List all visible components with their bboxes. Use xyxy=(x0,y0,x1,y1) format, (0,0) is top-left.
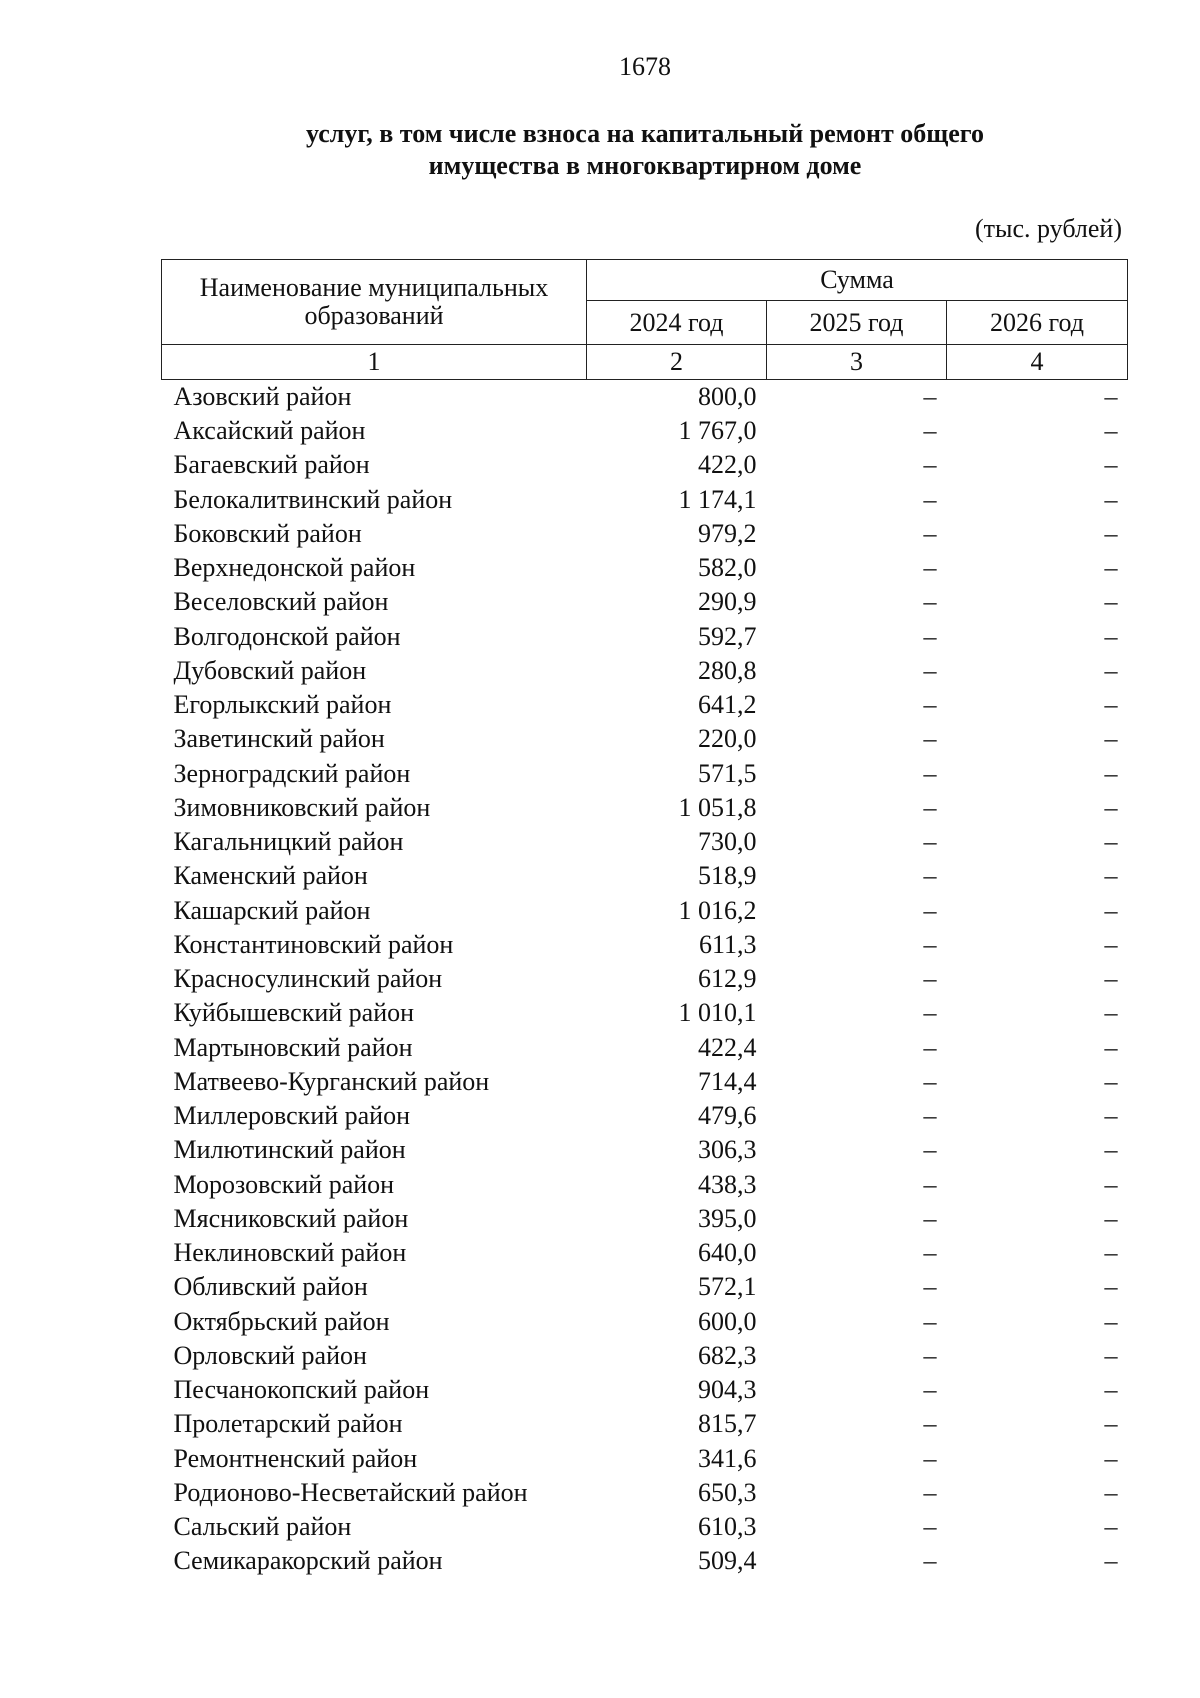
table-row xyxy=(162,517,1128,551)
municipality-name-cell: Миллеровский район xyxy=(173,1101,411,1131)
column-number-1: 1 xyxy=(162,345,587,380)
municipality-name-cell: Сальский район xyxy=(173,1512,352,1542)
municipality-name-cell: Куйбышевский район xyxy=(173,998,415,1028)
table-row xyxy=(162,1510,1128,1544)
value-2025-cell: – xyxy=(923,758,937,788)
table-row xyxy=(162,825,1128,859)
municipality-name-cell: Егорлыкский район xyxy=(173,690,392,720)
value-2026-cell: – xyxy=(1104,587,1118,617)
value-2024-cell: 815,7 xyxy=(698,1409,757,1439)
value-2024-cell: 306,3 xyxy=(698,1135,757,1165)
municipality-name-cell: Орловский район xyxy=(173,1340,367,1370)
value-2026-cell: – xyxy=(1104,1169,1118,1199)
table-row xyxy=(162,1407,1128,1441)
value-2024-cell: 518,9 xyxy=(698,861,757,891)
value-2024-cell: 438,3 xyxy=(698,1169,757,1199)
municipality-name-cell: Константиновский район xyxy=(173,929,454,959)
value-2024-cell: 572,1 xyxy=(698,1272,757,1302)
value-2025-cell: – xyxy=(923,929,937,959)
table-row xyxy=(162,1202,1128,1236)
municipality-name-cell: Кагальницкий район xyxy=(173,827,404,857)
value-2024-cell: 730,0 xyxy=(698,827,757,857)
table-row xyxy=(162,859,1128,893)
municipality-name-cell: Матвеево-Курганский район xyxy=(173,1066,490,1096)
title-line-2: имущества в многоквартирном доме xyxy=(428,151,862,180)
value-2026-cell: – xyxy=(1104,1409,1118,1439)
value-2025-cell: – xyxy=(923,450,937,480)
table-row xyxy=(162,791,1128,825)
municipality-name-cell: Ремонтненский район xyxy=(173,1443,418,1473)
value-2026-cell: – xyxy=(1104,1272,1118,1302)
value-2025-cell: – xyxy=(923,1512,937,1542)
municipality-name-cell: Милютинский район xyxy=(173,1135,406,1165)
table-row xyxy=(162,1031,1128,1065)
header-year-2024: 2024 год xyxy=(587,301,767,345)
value-2025-cell: – xyxy=(923,587,937,617)
value-2024-cell: 509,4 xyxy=(698,1546,757,1576)
value-2025-cell: – xyxy=(923,1477,937,1507)
value-2024-cell: 582,0 xyxy=(698,553,757,583)
value-2024-cell: 422,0 xyxy=(698,450,757,480)
municipality-name-cell: Веселовский район xyxy=(173,587,389,617)
value-2025-cell: – xyxy=(923,1169,937,1199)
table-row xyxy=(162,654,1128,688)
table-row xyxy=(162,962,1128,996)
header-municipality-name: Наименование муниципальных образований xyxy=(162,260,587,345)
value-2024-cell: 904,3 xyxy=(698,1375,757,1405)
value-2026-cell: – xyxy=(1104,1135,1118,1165)
value-2026-cell: – xyxy=(1104,724,1118,754)
value-2026-cell: – xyxy=(1104,1546,1118,1576)
municipality-name-cell: Пролетарский район xyxy=(173,1409,403,1439)
municipality-name-cell: Неклиновский район xyxy=(173,1238,407,1268)
value-2025-cell: – xyxy=(923,1032,937,1062)
value-2024-cell: 979,2 xyxy=(698,518,757,548)
value-2024-cell: 395,0 xyxy=(698,1203,757,1233)
value-2026-cell: – xyxy=(1104,1238,1118,1268)
table-row xyxy=(162,620,1128,654)
table-row xyxy=(162,1065,1128,1099)
table-row xyxy=(162,757,1128,791)
municipality-name-cell: Мясниковский район xyxy=(173,1203,409,1233)
units-label: (тыс. рублей) xyxy=(974,214,1122,243)
municipality-name-cell: Октябрьский район xyxy=(173,1306,390,1336)
value-2024-cell: 610,3 xyxy=(698,1512,757,1542)
municipality-name-cell: Морозовский район xyxy=(173,1169,395,1199)
table-header xyxy=(162,260,1128,380)
value-2025-cell: – xyxy=(923,1135,937,1165)
value-2026-cell: – xyxy=(1104,382,1118,411)
table-row xyxy=(162,1442,1128,1476)
table-row xyxy=(162,928,1128,962)
value-2026-cell: – xyxy=(1104,1340,1118,1370)
value-2024-cell: 571,5 xyxy=(698,758,757,788)
value-2026-cell: – xyxy=(1104,1477,1118,1507)
value-2026-cell: – xyxy=(1104,450,1118,480)
value-2025-cell: – xyxy=(923,792,937,822)
municipality-name-cell: Белокалитвинский район xyxy=(173,484,453,514)
municipality-name-cell: Аксайский район xyxy=(173,416,366,446)
value-2026-cell: – xyxy=(1104,1032,1118,1062)
column-number-2: 2 xyxy=(587,345,767,380)
table-row xyxy=(162,1476,1128,1510)
value-2026-cell: – xyxy=(1104,827,1118,857)
municipality-name-cell: Кашарский район xyxy=(173,895,371,925)
value-2025-cell: – xyxy=(923,1066,937,1096)
value-2025-cell: – xyxy=(923,382,937,411)
municipality-name-cell: Красносулинский район xyxy=(173,964,443,994)
municipality-name-cell: Заветинский район xyxy=(173,724,385,754)
value-2024-cell: 800,0 xyxy=(698,382,757,411)
table-row xyxy=(162,1373,1128,1407)
table-row xyxy=(162,996,1128,1030)
value-2025-cell: – xyxy=(923,827,937,857)
value-2026-cell: – xyxy=(1104,484,1118,514)
table-row xyxy=(162,688,1128,722)
value-2024-cell: 612,9 xyxy=(698,964,757,994)
municipal-budget-table xyxy=(161,259,1128,1579)
header-year-2025: 2025 год xyxy=(767,301,947,345)
page-number: 1678 xyxy=(619,52,671,81)
value-2026-cell: – xyxy=(1104,964,1118,994)
value-2024-cell: 1 051,8 xyxy=(678,792,757,822)
value-2026-cell: – xyxy=(1104,1066,1118,1096)
value-2024-cell: 714,4 xyxy=(698,1066,757,1096)
municipality-name-cell: Родионово-Несветайский район xyxy=(173,1477,528,1507)
value-2025-cell: – xyxy=(923,1101,937,1131)
municipality-name-cell: Верхнедонской район xyxy=(173,553,416,583)
value-2026-cell: – xyxy=(1104,690,1118,720)
value-2024-cell: 682,3 xyxy=(698,1340,757,1370)
table-row xyxy=(162,483,1128,517)
value-2024-cell: 600,0 xyxy=(698,1306,757,1336)
value-2024-cell: 611,3 xyxy=(698,929,757,959)
value-2024-cell: 641,2 xyxy=(698,690,757,720)
value-2024-cell: 220,0 xyxy=(698,724,757,754)
table-row xyxy=(162,1236,1128,1270)
value-2026-cell: – xyxy=(1104,1203,1118,1233)
value-2026-cell: – xyxy=(1104,998,1118,1028)
municipality-name-cell: Азовский район xyxy=(173,382,352,411)
value-2026-cell: – xyxy=(1104,518,1118,548)
value-2026-cell: – xyxy=(1104,1306,1118,1336)
table-row xyxy=(162,1305,1128,1339)
value-2025-cell: – xyxy=(923,1238,937,1268)
value-2026-cell: – xyxy=(1104,929,1118,959)
table-row xyxy=(162,448,1128,482)
municipality-name-cell: Каменский район xyxy=(173,861,368,891)
municipality-name-cell: Песчанокопский район xyxy=(173,1375,430,1405)
municipality-name-cell: Боковский район xyxy=(173,518,362,548)
municipality-name-cell: Дубовский район xyxy=(173,655,367,685)
value-2025-cell: – xyxy=(923,895,937,925)
value-2026-cell: – xyxy=(1104,655,1118,685)
table-row xyxy=(162,551,1128,585)
table-row xyxy=(162,1339,1128,1373)
value-2026-cell: – xyxy=(1104,416,1118,446)
value-2025-cell: – xyxy=(923,861,937,891)
value-2026-cell: – xyxy=(1104,553,1118,583)
value-2025-cell: – xyxy=(923,621,937,651)
table-row xyxy=(162,585,1128,619)
value-2025-cell: – xyxy=(923,518,937,548)
municipality-name-cell: Семикаракорский район xyxy=(173,1546,443,1576)
value-2024-cell: 592,7 xyxy=(698,621,757,651)
municipality-name-cell: Зерноградский район xyxy=(173,758,411,788)
value-2024-cell: 650,3 xyxy=(698,1477,757,1507)
column-number-3: 3 xyxy=(767,345,947,380)
value-2024-cell: 479,6 xyxy=(698,1101,757,1131)
value-2024-cell: 280,8 xyxy=(698,655,757,685)
value-2024-cell: 640,0 xyxy=(698,1238,757,1268)
municipality-name-cell: Багаевский район xyxy=(173,450,370,480)
value-2024-cell: 341,6 xyxy=(698,1443,757,1473)
value-2026-cell: – xyxy=(1104,758,1118,788)
value-2025-cell: – xyxy=(923,1306,937,1336)
value-2025-cell: – xyxy=(923,553,937,583)
value-2026-cell: – xyxy=(1104,792,1118,822)
value-2024-cell: 1 174,1 xyxy=(678,484,757,514)
column-number-4: 4 xyxy=(947,345,1128,380)
value-2026-cell: – xyxy=(1104,861,1118,891)
value-2025-cell: – xyxy=(923,1340,937,1370)
value-2025-cell: – xyxy=(923,416,937,446)
value-2025-cell: – xyxy=(923,964,937,994)
value-2025-cell: – xyxy=(923,1443,937,1473)
value-2025-cell: – xyxy=(923,690,937,720)
value-2026-cell: – xyxy=(1104,1512,1118,1542)
value-2025-cell: – xyxy=(923,724,937,754)
value-2025-cell: – xyxy=(923,655,937,685)
value-2025-cell: – xyxy=(923,1546,937,1576)
municipality-name-cell: Обливский район xyxy=(173,1272,368,1302)
header-sum: Сумма xyxy=(587,260,1128,301)
value-2024-cell: 1 016,2 xyxy=(678,895,757,925)
table-row xyxy=(162,1544,1128,1578)
table-row xyxy=(162,894,1128,928)
table-row xyxy=(162,722,1128,756)
value-2025-cell: – xyxy=(923,1409,937,1439)
value-2025-cell: – xyxy=(923,1203,937,1233)
value-2026-cell: – xyxy=(1104,1443,1118,1473)
table-row xyxy=(162,1099,1128,1133)
table-row xyxy=(162,1133,1128,1167)
title-line-1: услуг, в том числе взноса на капитальный ремонт общего xyxy=(306,119,984,148)
value-2025-cell: – xyxy=(923,998,937,1028)
table-row xyxy=(162,1270,1128,1304)
value-2024-cell: 1 767,0 xyxy=(678,416,757,446)
value-2024-cell: 1 010,1 xyxy=(678,998,757,1028)
value-2026-cell: – xyxy=(1104,1101,1118,1131)
value-2024-cell: 422,4 xyxy=(698,1032,757,1062)
value-2026-cell: – xyxy=(1104,1375,1118,1405)
municipality-name-cell: Волгодонской район xyxy=(173,621,401,651)
header-year-2026: 2026 год xyxy=(947,301,1128,345)
municipality-name-cell: Зимовниковский район xyxy=(173,792,431,822)
value-2026-cell: – xyxy=(1104,621,1118,651)
value-2025-cell: – xyxy=(923,1375,937,1405)
value-2025-cell: – xyxy=(923,484,937,514)
table-body xyxy=(162,380,1128,1579)
municipality-name-cell: Мартыновский район xyxy=(173,1032,413,1062)
table-row xyxy=(162,414,1128,448)
value-2026-cell: – xyxy=(1104,895,1118,925)
value-2025-cell: – xyxy=(923,1272,937,1302)
table-row xyxy=(162,1168,1128,1202)
document-title xyxy=(0,118,1200,182)
table-row xyxy=(162,380,1128,415)
value-2024-cell: 290,9 xyxy=(698,587,757,617)
